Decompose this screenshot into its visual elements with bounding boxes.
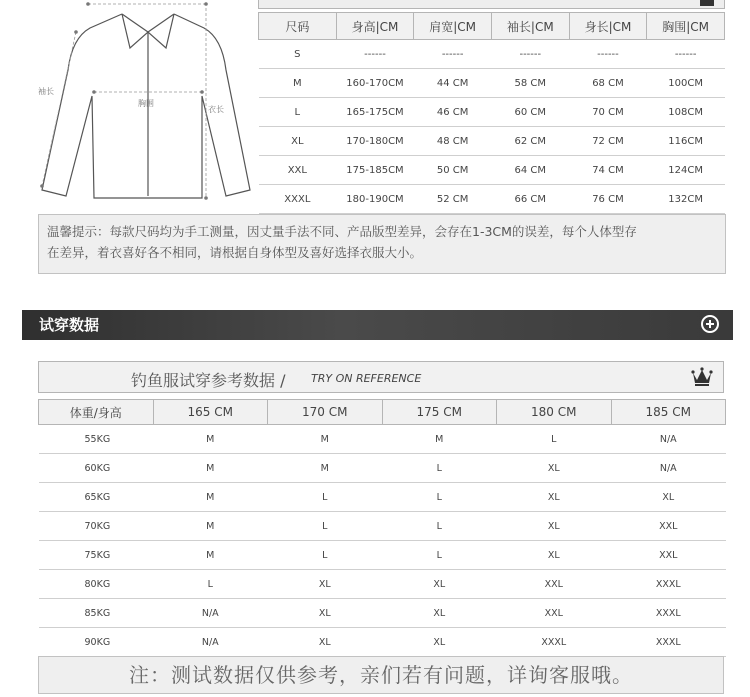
tryon-row-cell: XXL — [497, 570, 612, 599]
tip-line: 温馨提示：每款尺码均为手工测量，因丈量手法不同、产品版型差异，会存在1-3CM的误差，每个人体型存 — [47, 224, 637, 239]
size-row — [259, 185, 725, 214]
size-table-top-bar — [258, 0, 725, 9]
size-row-cell: ------ — [336, 40, 414, 69]
tryon-row-cell: 65KG — [39, 483, 154, 512]
tip-line: 在差异，着衣喜好各不相同，请根据自身体型及喜好选择衣服大小。 — [47, 245, 423, 260]
tryon-row-cell: M — [153, 454, 268, 483]
tryon-header-cell: 165 CM — [153, 400, 268, 425]
size-row-cell: ------ — [491, 40, 569, 69]
tryon-row-cell: XL — [497, 541, 612, 570]
size-row — [259, 98, 725, 127]
size-header-cell: 尺码 — [259, 13, 337, 40]
size-header-cell: 袖长|CM — [491, 13, 569, 40]
tryon-row — [39, 541, 726, 570]
size-header-cell: 胸围|CM — [647, 13, 725, 40]
size-row-cell: 76 CM — [569, 185, 647, 214]
size-row-cell: S — [259, 40, 337, 69]
tryon-row-cell: M — [153, 512, 268, 541]
tryon-row-cell: XXL — [611, 512, 726, 541]
size-row-cell: 46 CM — [414, 98, 492, 127]
size-row — [259, 156, 725, 185]
tryon-row-cell: XL — [268, 570, 383, 599]
size-row-cell: XXXL — [259, 185, 337, 214]
size-table — [258, 12, 725, 214]
tryon-row-cell: L — [268, 512, 383, 541]
size-row-cell: 132CM — [647, 185, 725, 214]
size-row-cell: 165-175CM — [336, 98, 414, 127]
decoration-icon — [700, 0, 714, 6]
size-row-cell: ------ — [414, 40, 492, 69]
tryon-row-cell: XL — [382, 628, 497, 657]
tryon-row-cell: XL — [268, 599, 383, 628]
tryon-row-cell: N/A — [611, 454, 726, 483]
size-row-cell: 180-190CM — [336, 185, 414, 214]
tryon-row-cell: N/A — [153, 599, 268, 628]
tryon-row — [39, 599, 726, 628]
tryon-header-row — [39, 400, 726, 425]
tryon-row-cell: XL — [611, 483, 726, 512]
size-row-cell: 160-170CM — [336, 69, 414, 98]
size-row-cell: 116CM — [647, 127, 725, 156]
size-row-cell: 58 CM — [491, 69, 569, 98]
size-row-cell: 64 CM — [491, 156, 569, 185]
size-row-cell: ------ — [569, 40, 647, 69]
tryon-row-cell: M — [153, 483, 268, 512]
tryon-title: 钓鱼服试穿参考数据 / — [131, 371, 286, 390]
tryon-header — [38, 361, 724, 393]
size-row — [259, 127, 725, 156]
tryon-row-cell: XXXL — [611, 570, 726, 599]
size-row-cell: 72 CM — [569, 127, 647, 156]
tryon-row-cell: XXXL — [611, 628, 726, 657]
size-row-cell: 48 CM — [414, 127, 492, 156]
tryon-row-cell: 60KG — [39, 454, 154, 483]
tryon-row-cell: XXL — [497, 599, 612, 628]
tryon-row-cell: L — [382, 483, 497, 512]
section-title: 试穿数据 — [39, 316, 100, 334]
tryon-row-cell: XL — [268, 628, 383, 657]
size-table-header-row — [259, 13, 725, 40]
tryon-row-cell: N/A — [611, 425, 726, 454]
section-header-bar — [22, 310, 733, 340]
tryon-row-cell: XXXL — [497, 628, 612, 657]
size-row-cell: 175-185CM — [336, 156, 414, 185]
tryon-title-en: TRY ON REFERENCE — [311, 372, 422, 385]
crown-icon — [691, 367, 713, 387]
tryon-row-cell: 90KG — [39, 628, 154, 657]
tryon-header-cell: 185 CM — [611, 400, 726, 425]
tryon-row-cell: 55KG — [39, 425, 154, 454]
tryon-header-cell: 175 CM — [382, 400, 497, 425]
tryon-row — [39, 483, 726, 512]
tryon-row-cell: XXXL — [611, 599, 726, 628]
size-row-cell: ------ — [647, 40, 725, 69]
tryon-row — [39, 570, 726, 599]
tryon-row-cell: M — [268, 454, 383, 483]
tryon-row-cell: L — [382, 454, 497, 483]
chest-label: 胸围 — [138, 99, 154, 108]
tryon-row-cell: 80KG — [39, 570, 154, 599]
tryon-row — [39, 425, 726, 454]
size-row — [259, 40, 725, 69]
size-row-cell: 60 CM — [491, 98, 569, 127]
tryon-row — [39, 454, 726, 483]
size-row-cell: 100CM — [647, 69, 725, 98]
plus-circle-icon[interactable] — [701, 315, 719, 333]
tryon-row-cell: 75KG — [39, 541, 154, 570]
size-row-cell: 44 CM — [414, 69, 492, 98]
tryon-row — [39, 628, 726, 657]
tryon-row-cell: 85KG — [39, 599, 154, 628]
tryon-row-cell: XXL — [611, 541, 726, 570]
tryon-row-cell: L — [382, 541, 497, 570]
tryon-row-cell: L — [268, 483, 383, 512]
size-header-cell: 身高|CM — [336, 13, 414, 40]
tryon-row-cell: L — [497, 425, 612, 454]
tryon-header-cell: 180 CM — [497, 400, 612, 425]
disclaimer-note: 注：测试数据仅供参考，亲们若有问题，详询客服哦。 — [38, 656, 724, 694]
length-label: 衣长 — [208, 105, 224, 114]
size-row-cell: 62 CM — [491, 127, 569, 156]
size-row-cell: 68 CM — [569, 69, 647, 98]
size-row-cell: L — [259, 98, 337, 127]
tryon-header-cell: 体重/身高 — [39, 400, 154, 425]
tryon-row-cell: XL — [497, 454, 612, 483]
size-row-cell: XL — [259, 127, 337, 156]
size-header-cell: 肩宽|CM — [414, 13, 492, 40]
size-row-cell: 74 CM — [569, 156, 647, 185]
tryon-row-cell: M — [153, 425, 268, 454]
tryon-row-cell: M — [153, 541, 268, 570]
tryon-row-cell: 70KG — [39, 512, 154, 541]
size-row-cell: 50 CM — [414, 156, 492, 185]
tryon-row-cell: XL — [497, 483, 612, 512]
tryon-row-cell: XL — [382, 570, 497, 599]
tryon-row-cell: L — [382, 512, 497, 541]
tryon-row-cell: XL — [382, 599, 497, 628]
size-row-cell: XXL — [259, 156, 337, 185]
tryon-row-cell: M — [382, 425, 497, 454]
size-row-cell: M — [259, 69, 337, 98]
size-row-cell: 52 CM — [414, 185, 492, 214]
sizing-tip-box — [38, 214, 726, 274]
tryon-row-cell: M — [268, 425, 383, 454]
sleeve-length-label: 袖长 — [38, 87, 54, 96]
size-row-cell: 124CM — [647, 156, 725, 185]
size-row — [259, 69, 725, 98]
tryon-row-cell: L — [268, 541, 383, 570]
tryon-header-cell: 170 CM — [268, 400, 383, 425]
size-row-cell: 108CM — [647, 98, 725, 127]
tryon-table — [38, 399, 726, 657]
size-header-cell: 身长|CM — [569, 13, 647, 40]
tryon-row — [39, 512, 726, 541]
size-row-cell: 66 CM — [491, 185, 569, 214]
size-row-cell: 70 CM — [569, 98, 647, 127]
tryon-row-cell: XL — [497, 512, 612, 541]
tryon-row-cell: N/A — [153, 628, 268, 657]
size-row-cell: 170-180CM — [336, 127, 414, 156]
tryon-row-cell: L — [153, 570, 268, 599]
